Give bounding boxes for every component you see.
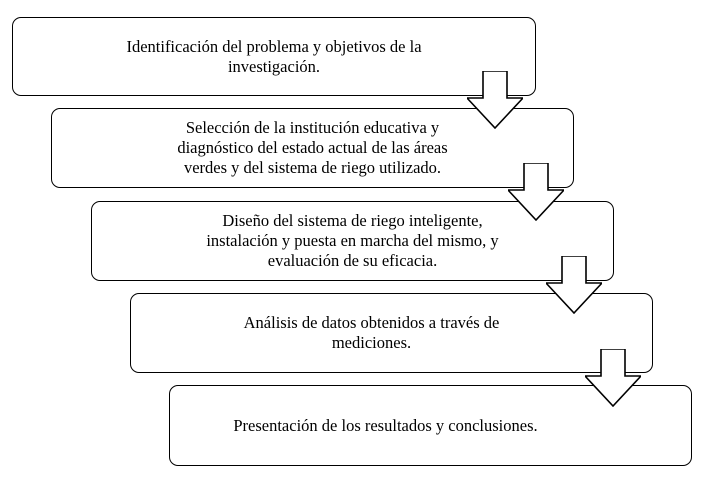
step-label: Presentación de los resultados y conclusiones. bbox=[233, 415, 538, 435]
step-box-problem-identification bbox=[12, 17, 536, 96]
step-label: Diseño del sistema de riego inteligente, instalación y puesta en marcha del mismo, y evaluación de su eficacia. bbox=[206, 211, 499, 270]
down-arrow-icon bbox=[546, 256, 602, 314]
step-label: Selección de la institución educativa y diagnóstico del estado actual de las áreas verdes y del sistema de riego utilizado. bbox=[177, 118, 448, 177]
step-label: Análisis de datos obtenidos a través de mediciones. bbox=[243, 313, 500, 352]
down-arrow-icon bbox=[467, 71, 523, 129]
step-label: Identificación del problema y objetivos de la investigación. bbox=[126, 36, 422, 76]
down-arrow-icon bbox=[508, 163, 564, 221]
down-arrow-icon bbox=[585, 349, 641, 407]
